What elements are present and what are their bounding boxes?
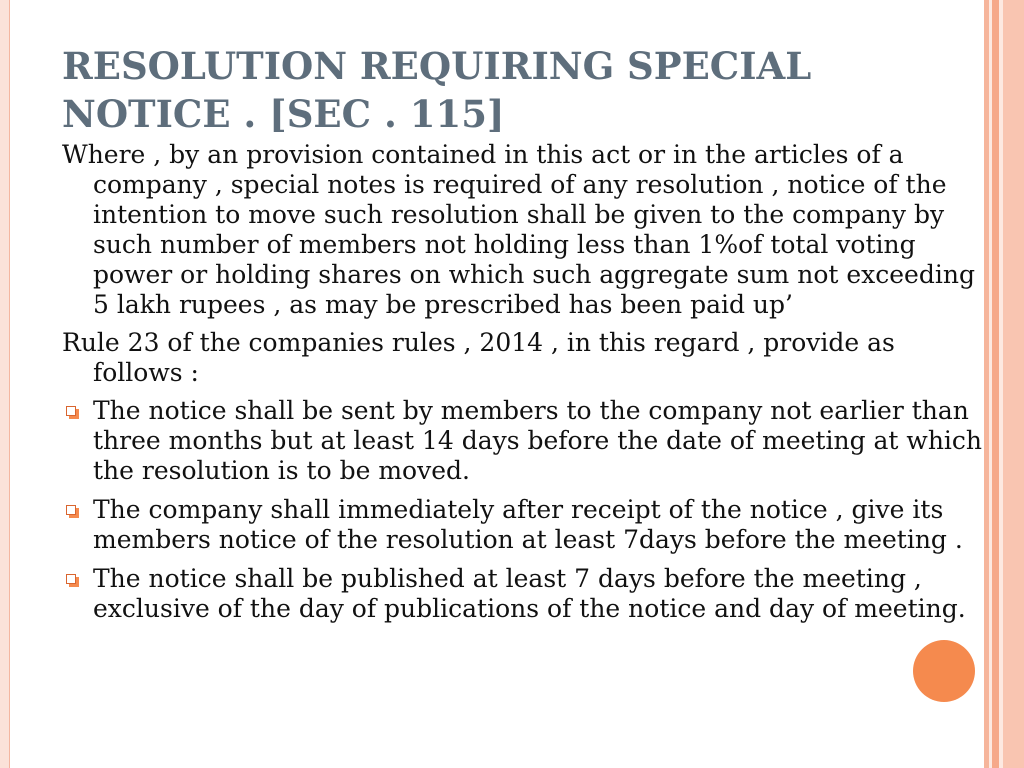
square-bullet-icon	[62, 495, 82, 525]
bullet-text: The company shall immediately after receipt of the notice , give its members notice of the resolution at least 7days before the meeting .	[93, 495, 963, 554]
slide-body	[62, 140, 982, 633]
decorative-circle	[913, 640, 975, 702]
paragraph-where: Where , by an provision contained in this act or in the articles of a company , special notes is required of any resolution , notice of the intention to move such resolution shall be given to the company by such number of members not holding less than 1%of total voting power or holding shares on which such aggregate sum not exceeding 5 lakh rupees , as may be prescribed has been paid up’	[62, 140, 975, 319]
left-border	[0, 0, 10, 768]
paragraph-rule-23: Rule 23 of the companies rules , 2014 , in this regard , provide as follows :	[62, 328, 895, 387]
bullet-text: The notice shall be published at least 7 days before the meeting , exclusive of the day of publications of the notice and day of meeting.	[93, 564, 966, 623]
square-bullet-icon	[62, 396, 82, 426]
list-item	[62, 396, 982, 486]
list-item	[62, 564, 982, 624]
slide-title	[62, 42, 962, 138]
square-bullet-icon	[62, 564, 82, 594]
right-border-stripe	[1003, 0, 1024, 768]
bullet-text: The notice shall be sent by members to the company not earlier than three months but at least 14 days before the date of meeting at which the resolution is to be moved.	[93, 396, 983, 485]
title-line-1: RESOLUTION REQUIRING SPECIAL	[62, 44, 812, 88]
list-item	[62, 495, 982, 555]
title-line-2: NOTICE . [SEC . 115]	[62, 92, 505, 136]
right-border-stripe	[992, 0, 999, 768]
